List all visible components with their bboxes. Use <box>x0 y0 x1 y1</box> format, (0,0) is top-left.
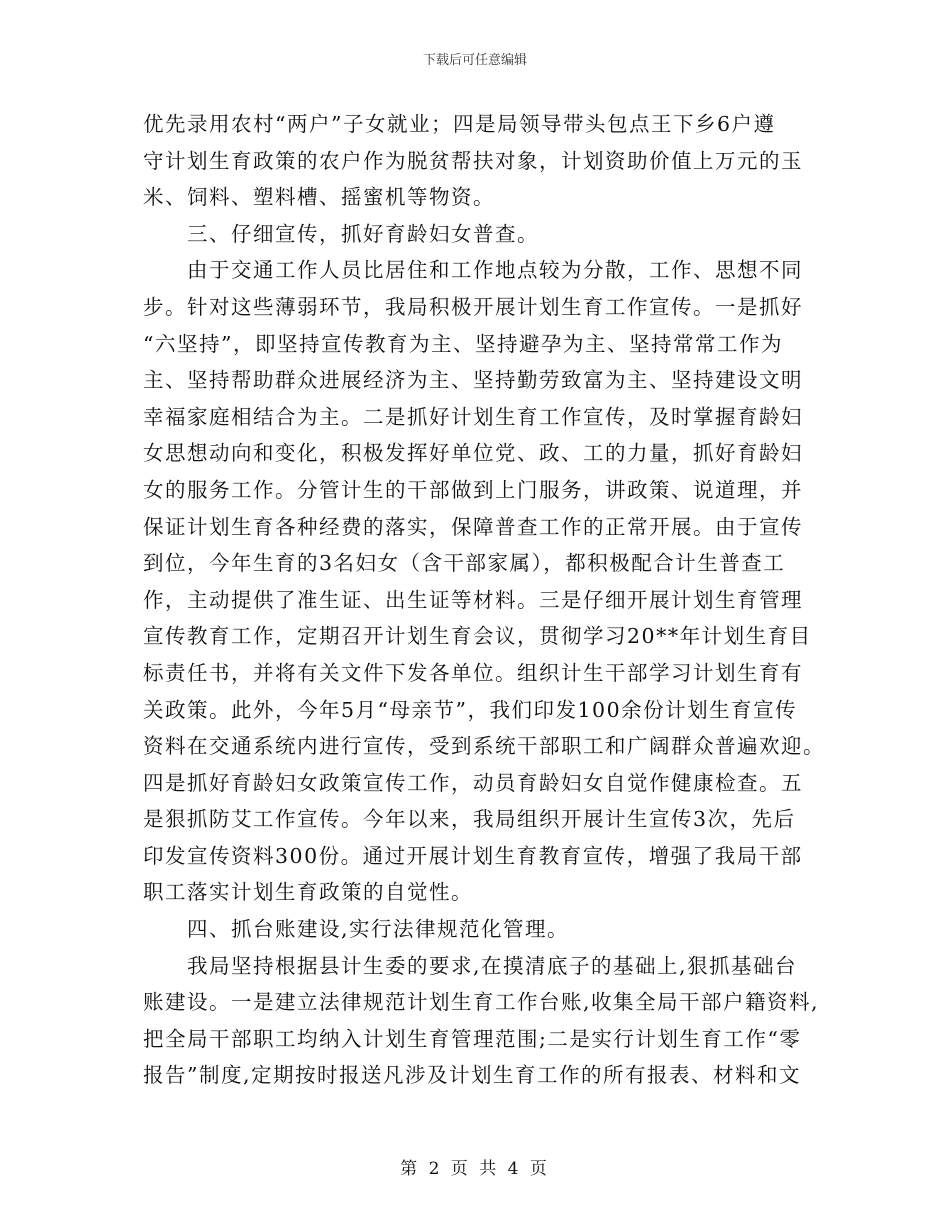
body-line: 四、抓台账建设,实行法律规范化管理。 <box>143 917 570 942</box>
body-line: 保证计划生育各种经费的落实，保障普查工作的正常开展。由于宣传 <box>143 514 803 539</box>
body-line: 关政策。此外，今年5月“母亲节”，我们印发100余份计划生育宣传 <box>143 697 798 722</box>
page-header: 下载后可任意编辑 <box>422 53 527 68</box>
body-line: 到位，今年生育的3名妇女（含干部家属），都积极配合计生普查工 <box>143 551 786 576</box>
body-line: 优先录用农村“两户”子女就业；四是局领导带头包点王下乡6户遵 <box>143 112 776 136</box>
body-line: 女的服务工作。分管计生的干部做到上门服务，讲政策、说道理，并 <box>143 477 803 502</box>
body-line: 报告”制度,定期按时报送凡涉及计划生育工作的所有报表、材料和文 <box>143 1063 801 1088</box>
body-line: 步。针对这些薄弱环节，我局积极开展计划生育工作宣传。一是抓好 <box>143 294 803 319</box>
page-footer: 第 2 页 共 4 页 <box>400 1159 550 1179</box>
body-line: 米、饲料、塑料槽、摇蜜机等物资。 <box>143 185 495 210</box>
body-line: 守计划生育政策的农户作为脱贫帮扶对象，计划资助价值上万元的玉 <box>143 148 803 173</box>
body-line: 资料在交通系统内进行宣传，受到系统干部职工和广阔群众普遍欢迎。 <box>143 734 825 759</box>
body-line: 是狠抓防艾工作宣传。今年以来，我局组织开展计生宣传3次，先后 <box>143 807 796 832</box>
body-line: 标责任书，并将有关文件下发各单位。组织计生干部学习计划生育有 <box>143 660 803 685</box>
body-line: 作，主动提供了准生证、出生证等材料。三是仔细开展计划生育管理 <box>143 587 803 612</box>
document-body <box>143 106 825 1094</box>
body-line: “六坚持”，即坚持宣传教育为主、坚持避孕为主、坚持常常工作为 <box>143 331 783 356</box>
body-line: 我局坚持根据县计生委的要求,在摸清底子的基础上,狠抓基础台 <box>143 953 798 978</box>
body-line: 宣传教育工作，定期召开计划生育会议，贯彻学习20**年计划生育目 <box>143 624 812 649</box>
body-line: 账建设。一是建立法律规范计划生育工作台账,收集全局干部户籍资料, <box>143 990 820 1015</box>
body-line: 由于交通工作人员比居住和工作地点较为分散，工作、思想不同 <box>143 258 803 283</box>
body-line: 三、仔细宣传，抓好育龄妇女普查。 <box>143 221 539 246</box>
body-line: 印发宣传资料300份。通过开展计划生育教育宣传，增强了我局干部 <box>143 843 803 868</box>
body-line: 四是抓好育龄妇女政策宣传工作，动员育龄妇女自觉作健康检查。五 <box>143 770 803 795</box>
body-line: 职工落实计划生育政策的自觉性。 <box>143 880 473 905</box>
body-line: 把全局干部职工均纳入计划生育管理范围;二是实行计划生育工作“零 <box>143 1026 802 1051</box>
body-line: 女思想动向和变化，积极发挥好单位党、政、工的力量，抓好育龄妇 <box>143 441 803 466</box>
body-line: 幸福家庭相结合为主。二是抓好计划生育工作宣传，及时掌握育龄妇 <box>143 404 803 429</box>
body-line: 主、坚持帮助群众进展经济为主、坚持勤劳致富为主、坚持建设文明 <box>143 368 803 393</box>
